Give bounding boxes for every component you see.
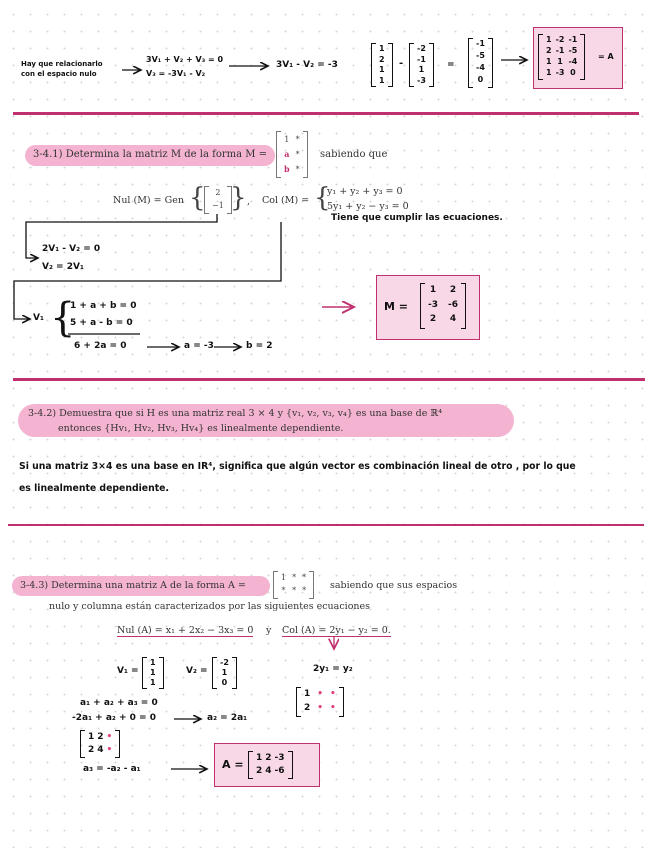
matrix-cell: • bbox=[106, 732, 113, 742]
a-eq-1: a₁ + a₂ + a₃ = 0 bbox=[80, 698, 158, 708]
matrix-cell: 2 bbox=[379, 54, 385, 64]
matrix-cell: 1 bbox=[546, 68, 552, 77]
note-line-1: Hay que relacionarlo bbox=[21, 60, 103, 68]
matrix-cell: 4 bbox=[97, 745, 104, 755]
matrix-cell: -4 bbox=[476, 63, 485, 72]
matrix-cell: 1 bbox=[379, 65, 385, 74]
matrix-cell: 1 bbox=[221, 668, 228, 677]
v2-A-label: V₂ = bbox=[186, 666, 208, 676]
problem-343-title-end: sabiendo que sus espacios bbox=[330, 580, 458, 591]
matrix-cell: 1 bbox=[256, 753, 263, 763]
col-M-label: Col (M) = bbox=[262, 195, 310, 206]
matrix-cell: * bbox=[292, 586, 297, 595]
matrix-cell: 1 bbox=[379, 75, 385, 85]
matrix-cell: b bbox=[284, 164, 290, 174]
matrix-cell: -3 bbox=[417, 75, 426, 85]
problem-342-line-2: entonces {Hv₁, Hv₂, Hv₃, Hv₄} es linealmente dependiente. bbox=[58, 423, 344, 434]
matrix-cell: -3 bbox=[274, 753, 285, 763]
matrix-cell: -3 bbox=[555, 68, 565, 77]
a-eq-2: -2a₁ + a₂ + 0 = 0 bbox=[72, 713, 156, 723]
col-eq-2: 5y₁ + y₂ − y₃ = 0 bbox=[327, 201, 409, 212]
matrix-cell: * bbox=[302, 573, 307, 582]
equation-1: 3V₁ + V₂ + V₃ = 0 bbox=[146, 55, 224, 64]
expression: 3V₁ - V₂ = -3 bbox=[276, 60, 338, 70]
matrix-cell: • bbox=[330, 703, 336, 713]
matrix-cell: * bbox=[295, 165, 300, 174]
matrix-cell: 1 bbox=[284, 135, 290, 144]
v1-label: V₁ bbox=[33, 313, 44, 323]
matrix-cell: 0 bbox=[477, 75, 484, 84]
a-eq-3: a₃ = -a₂ - a₁ bbox=[83, 764, 141, 774]
result-b: b = 2 bbox=[246, 341, 273, 351]
matrix-cell: -6 bbox=[448, 299, 458, 310]
nul-brace-open: { bbox=[189, 183, 206, 213]
problem-341-title: 3-4.1) Determina la matriz M de la forma M = bbox=[33, 149, 268, 160]
result-a: a = -3 bbox=[184, 341, 214, 351]
note-equations: Tiene que cumplir las ecuaciones. bbox=[331, 213, 503, 223]
matrix-cell: 2 bbox=[546, 46, 552, 55]
matrix-cell: 1 bbox=[150, 668, 156, 677]
problem-341-title-end: sabiendo que bbox=[320, 149, 388, 160]
matrix-cell: • bbox=[317, 689, 324, 699]
result-A-label: A = bbox=[222, 758, 244, 771]
nul-M-label: Nul (M) = Gen bbox=[113, 195, 184, 206]
matrix-cell: 1 bbox=[88, 732, 95, 742]
matrix-cell: -2 bbox=[417, 44, 426, 53]
system-eq-1: 1 + a + b = 0 bbox=[70, 301, 137, 311]
matrix-cell: 2 bbox=[265, 753, 272, 763]
matrix-cell: 4 bbox=[449, 314, 457, 325]
matrix-cell: 2 bbox=[429, 314, 437, 325]
matrix-cell: 1 bbox=[150, 678, 156, 687]
homog-eq-2: V₂ = 2V₁ bbox=[42, 262, 84, 272]
minus-sign: - bbox=[399, 58, 404, 69]
a-eq-2-result: a₂ = 2a₁ bbox=[207, 713, 248, 723]
equals-sign: = bbox=[447, 60, 455, 70]
col-relation: 2y₁ = y₂ bbox=[313, 664, 353, 674]
homog-eq-1: 2V₁ - V₂ = 0 bbox=[42, 244, 101, 254]
matrix-cell: 1 bbox=[150, 658, 156, 667]
matrix-cell: 1 bbox=[281, 573, 287, 582]
matrix-cell: -2 bbox=[555, 35, 565, 44]
matrix-cell: -6 bbox=[274, 766, 285, 776]
connector-nul bbox=[26, 214, 217, 258]
matrix-cell: 0 bbox=[570, 68, 576, 77]
nul-A: Nul (A) = x₁ + 2x₂ − 3x₃ = 0 bbox=[117, 625, 254, 636]
matrix-cell: -2 bbox=[220, 658, 229, 667]
matrix-cell: 2 bbox=[256, 766, 263, 776]
matrix-cell: 1 bbox=[557, 57, 563, 66]
matrix-cell: −1 bbox=[212, 201, 224, 210]
matrix-cell: 2 bbox=[88, 745, 95, 755]
matrix-cell: 2 bbox=[304, 703, 311, 713]
col-A: Col (A) = 2y₁ − y₂ = 0. bbox=[282, 625, 391, 636]
connector-col bbox=[14, 222, 281, 319]
matrix-cell: 2 bbox=[215, 188, 221, 197]
matrix-cell: 0 bbox=[221, 678, 228, 687]
problem-343-title: 3-4.3) Determina una matriz A de la forma A = bbox=[20, 580, 246, 591]
matrix-cell: 2 bbox=[97, 732, 104, 742]
note-line-2: con el espacio nulo bbox=[21, 70, 97, 78]
matrix-cell: 1 bbox=[429, 285, 437, 295]
problem-343-line-2: nulo y columna están caracterizados por las siguientes ecuaciones bbox=[49, 601, 371, 612]
matrix-cell: * bbox=[295, 150, 300, 159]
matrix-cell: 4 bbox=[265, 766, 272, 776]
matrix-cell: * bbox=[292, 573, 297, 582]
col-eq-1: y₁ + y₂ + y₃ = 0 bbox=[327, 186, 403, 197]
matrix-cell: * bbox=[281, 586, 286, 595]
matrix-cell: -1 bbox=[568, 35, 578, 44]
system-eq-2: 5 + a - b = 0 bbox=[70, 318, 133, 328]
matrix-cell: • bbox=[317, 703, 324, 713]
answer-342-line-1: Si una matriz 3×4 es una base en IR⁴, significa que algún vector es combinación lineal de otro , por lo que bbox=[19, 461, 576, 472]
result-M-label: M = bbox=[384, 300, 408, 313]
matrix-cell: -5 bbox=[476, 51, 485, 60]
nul-brace-close: } bbox=[230, 183, 247, 213]
matrix-cell: -1 bbox=[555, 46, 565, 55]
system-brace: { bbox=[50, 295, 76, 341]
problem-342-line-1: 3-4.2) Demuestra que si H es una matriz real 3 × 4 y {v₁, v₂, v₃, v₄} es una base de ℝ⁴ bbox=[28, 408, 443, 419]
matrix-cell: 1 bbox=[546, 35, 552, 44]
matrix-cell: a bbox=[284, 149, 290, 159]
matrix-cell: -5 bbox=[568, 46, 578, 55]
matrix-cell: 1 bbox=[546, 57, 552, 66]
matrix-cell: 1 bbox=[304, 689, 311, 699]
matrix-A-label: = A bbox=[598, 52, 614, 61]
answer-342-line-2: es linealmente dependiente. bbox=[19, 483, 170, 494]
matrix-cell: 2 bbox=[449, 285, 457, 295]
matrix-cell: -4 bbox=[568, 57, 578, 66]
matrix-cell: -1 bbox=[476, 39, 485, 48]
v1-A-label: V₁ = bbox=[117, 666, 139, 676]
system-sum: 6 + 2a = 0 bbox=[74, 341, 127, 351]
matrix-cell: -1 bbox=[417, 54, 426, 64]
matrix-cell: 1 bbox=[418, 65, 425, 74]
matrix-cell: • bbox=[106, 745, 113, 755]
matrix-cell: • bbox=[330, 689, 336, 699]
equation-2: V₃ = -3V₁ - V₂ bbox=[146, 69, 206, 78]
matrix-cell: -3 bbox=[428, 299, 438, 310]
and-word: y bbox=[266, 625, 272, 636]
matrix-cell: 1 bbox=[379, 44, 385, 53]
col-brace: { bbox=[314, 183, 331, 213]
matrix-cell: * bbox=[295, 135, 300, 144]
comma: , bbox=[247, 196, 251, 207]
matrix-cell: * bbox=[302, 586, 307, 595]
